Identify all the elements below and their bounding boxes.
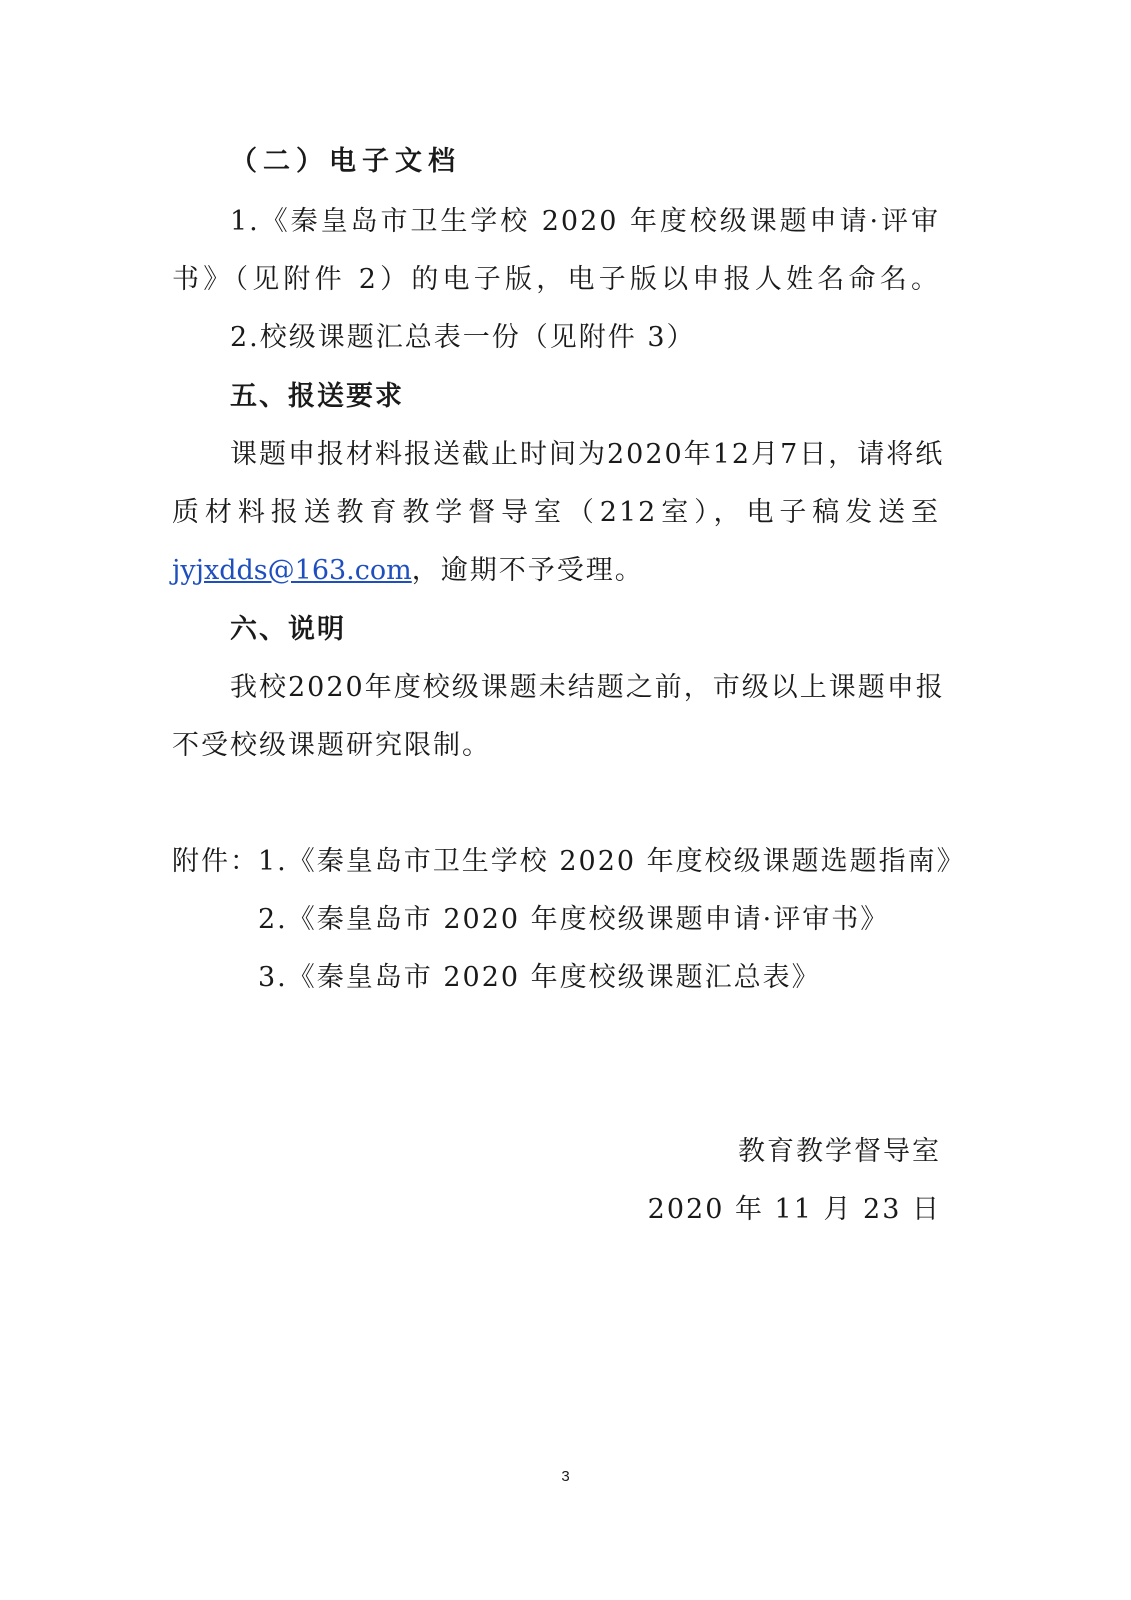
electronic-docs-item1-line2: 书》（见附件 2）的电子版，电子版以申报人姓名命名。 [172, 264, 940, 295]
notes-line2: 不受校级课题研究限制。 [172, 730, 491, 761]
attachment-item-3: 3.《秦皇岛市 2020 年度校级课题汇总表》 [258, 962, 821, 993]
page-number: 3 [561, 1468, 570, 1485]
submission-line3-rest: ，逾期不予受理。 [411, 555, 644, 586]
email-link[interactable]: jyjxdds@163.com [172, 555, 412, 586]
attachments-label: 附件： [172, 846, 259, 877]
signature-office: 教育教学督导室 [738, 1136, 941, 1167]
submission-line2: 质材料报送教育教学督导室（212室），电子稿发送至 [172, 497, 940, 528]
notes-heading: 六、说明 [230, 614, 346, 645]
electronic-docs-item1-line1: 1.《秦皇岛市卫生学校 2020 年度校级课题申请·评审 [230, 206, 940, 237]
electronic-docs-heading: （二）电子文档 [230, 146, 461, 177]
signature-date: 2020 年 11 月 23 日 [647, 1194, 941, 1225]
notes-line1: 我校2020年度校级课题未结题之前，市级以上课题申报 [230, 672, 945, 703]
attachment-item-2: 2.《秦皇岛市 2020 年度校级课题申请·评审书》 [258, 904, 890, 935]
submission-heading: 五、报送要求 [230, 381, 404, 412]
attachment-item-1: 1.《秦皇岛市卫生学校 2020 年度校级课题选题指南》 [258, 846, 966, 877]
electronic-docs-item2: 2.校级课题汇总表一份（见附件 3） [230, 322, 696, 353]
submission-line1: 课题申报材料报送截止时间为2020年12月7日，请将纸 [230, 439, 945, 470]
submission-line3 [172, 554, 644, 588]
